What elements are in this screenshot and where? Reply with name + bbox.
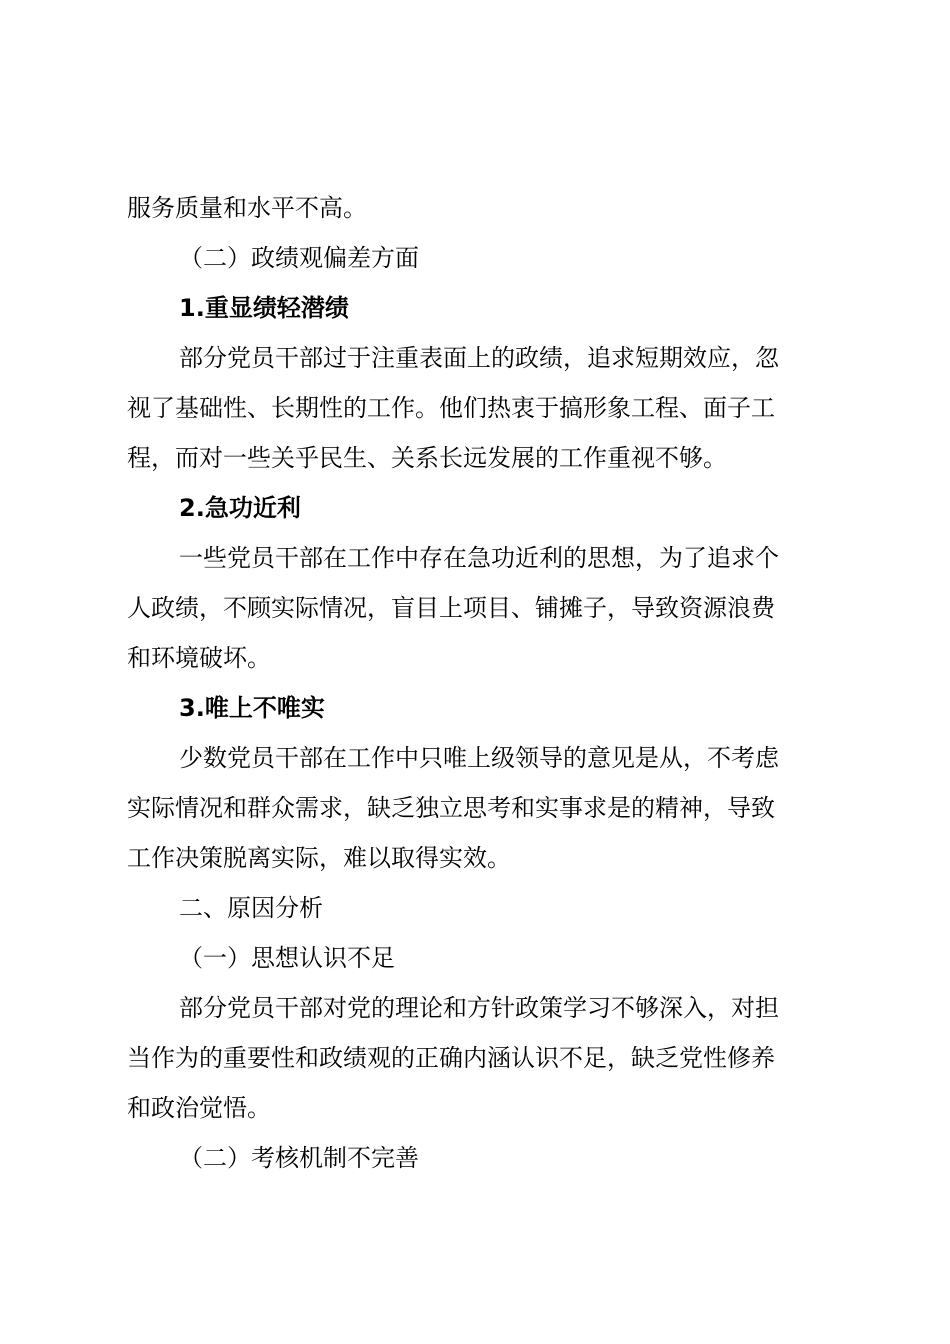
text-line: 实际情况和群众需求，缺乏独立思考和实事求是的精神，导致: [127, 794, 775, 822]
text-line: 服务质量和水平不高。: [127, 194, 367, 222]
text-line: 部分党员干部过于注重表面上的政绩，追求短期效应，忽: [179, 344, 779, 372]
text-line: （一）思想认识不足: [179, 944, 395, 972]
text-line: 一些党员干部在工作中存在急功近利的思想，为了追求个: [179, 544, 779, 572]
text-line: 和环境破坏。: [127, 644, 271, 672]
text-line: 和政治觉悟。: [127, 1094, 271, 1122]
text-line: 视了基础性、长期性的工作。他们热衷于搞形象工程、面子工: [127, 394, 775, 422]
text-line: （二）政绩观偏差方面: [179, 244, 419, 272]
text-line: 少数党员干部在工作中只唯上级领导的意见是从，不考虑: [179, 744, 779, 772]
section-heading: 3.唯上不唯实: [179, 694, 325, 722]
text-line: 程，而对一些关乎民生、关系长远发展的工作重视不够。: [127, 444, 727, 472]
document-body: [127, 183, 833, 1183]
section-heading: 2.急功近利: [179, 494, 301, 522]
text-line: 工作决策脱离实际，难以取得实效。: [127, 844, 511, 872]
text-line: 当作为的重要性和政绩观的正确内涵认识不足，缺乏党性修养: [127, 1044, 775, 1072]
text-line: （二）考核机制不完善: [179, 1144, 419, 1172]
text-line: 人政绩，不顾实际情况，盲目上项目、铺摊子，导致资源浪费: [127, 594, 775, 622]
section-heading: 1.重显绩轻潜绩: [179, 294, 349, 322]
text-line: 部分党员干部对党的理论和方针政策学习不够深入，对担: [179, 994, 779, 1022]
text-line: 二、原因分析: [179, 894, 323, 922]
